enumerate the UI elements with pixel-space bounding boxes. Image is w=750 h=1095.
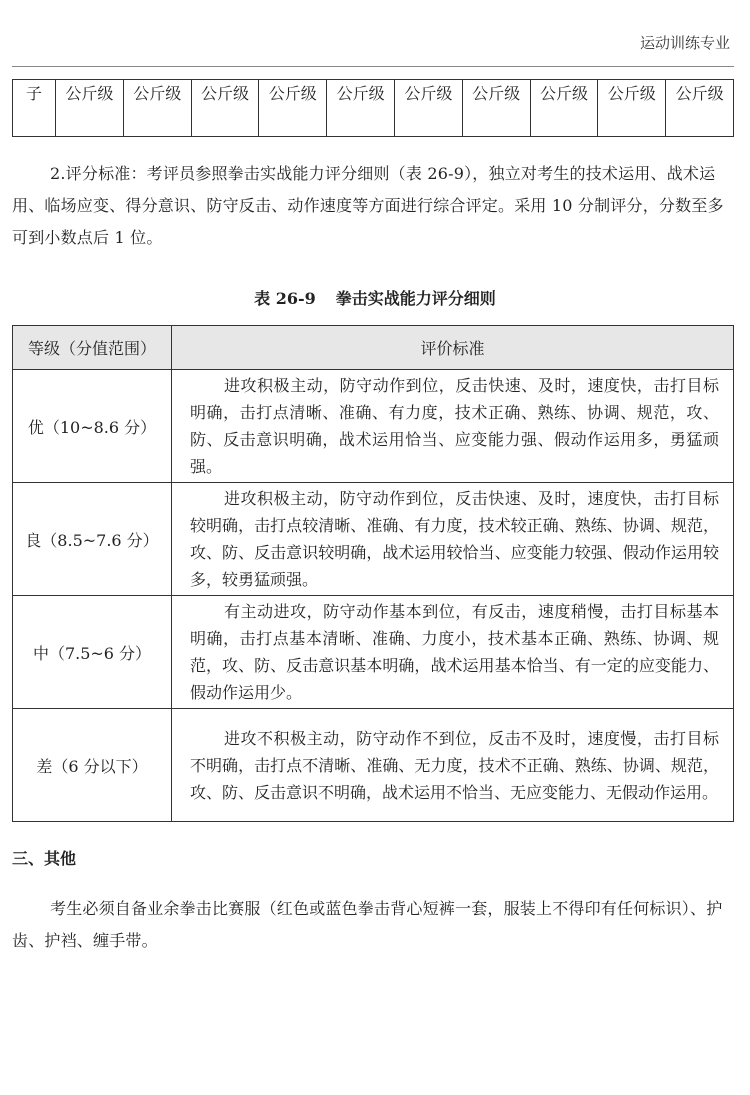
grade-cell: 差（6 分以下）: [13, 709, 172, 822]
table-cell: 公斤级: [394, 80, 462, 137]
evaluation-criteria-table: [12, 325, 734, 822]
table-cell: 公斤级: [123, 80, 191, 137]
criteria-cell: 进攻积极主动，防守动作到位，反击快速、及时，速度快，击打目标较明确，击打点较清晰、准确、有力度，技术较正确、熟练、协调、规范，攻、防、反击意识较明确，战术运用较恰当、应变能力较强、假动作运用较多，较勇猛顽强。: [172, 483, 734, 596]
table-caption: [0, 286, 750, 309]
other-requirements-paragraph: 考生必须自备业余拳击比赛服（红色或蓝色拳击背心短裤一套，服装上不得印有任何标识）、护齿、护裆、缠手带。: [12, 899, 723, 950]
table-caption-number: 表 26-9: [254, 289, 316, 308]
criteria-cell: 进攻不积极主动，防守动作不到位，反击不及时，速度慢，击打目标不明确，击打点不清晰、准确、无力度，技术不正确、熟练、协调、规范，攻、防、反击意识不明确，战术运用不恰当、无应变能力、无假动作运用。: [172, 709, 734, 822]
table-header-row: [13, 326, 734, 370]
table-cell: 公斤级: [56, 80, 124, 137]
page-header-title: 运动训练专业: [639, 34, 730, 52]
table-caption-title: 拳击实战能力评分细则: [335, 289, 496, 308]
table-cell: 子: [13, 80, 56, 137]
criteria-cell: 进攻积极主动，防守动作到位，反击快速、及时，速度快，击打目标明确，击打点清晰、准确、有力度，技术正确、熟练、协调、规范，攻、防、反击意识明确，战术运用恰当、应变能力强、假动作运用多，勇猛顽强。: [172, 370, 734, 483]
criteria-cell: 有主动进攻，防守动作基本到位，有反击，速度稍慢，击打目标基本明确，击打点基本清晰、准确、力度小，技术基本正确、熟练、协调、规范，攻、防、反击意识基本明确，战术运用基本恰当、有一定的应变能力、假动作运用少。: [172, 596, 734, 709]
table-cell: 公斤级: [191, 80, 259, 137]
grade-cell: 中（7.5~6 分）: [13, 596, 172, 709]
table-row: [13, 483, 734, 596]
table-row: [13, 80, 734, 137]
table-cell: 公斤级: [462, 80, 530, 137]
table-cell: 公斤级: [259, 80, 327, 137]
table-row: [13, 709, 734, 822]
table-cell: 公斤级: [598, 80, 666, 137]
grade-cell: 优（10~8.6 分）: [13, 370, 172, 483]
table-cell: 公斤级: [327, 80, 395, 137]
section-heading-other: 三、其他: [12, 849, 77, 868]
scoring-standard-paragraph: 2.评分标准：考评员参照拳击实战能力评分细则（表 26-9），独立对考生的技术运用、战术运用、临场应变、得分意识、防守反击、动作速度等方面进行综合评定。采用 10 分制评分，分数至多可到小数点后 1 位。: [12, 164, 724, 247]
header-divider: [12, 66, 734, 67]
table-cell: 公斤级: [530, 80, 598, 137]
weight-class-table: [12, 79, 734, 137]
table-row: [13, 370, 734, 483]
header-criteria: 评价标准: [172, 326, 734, 370]
header-grade: 等级（分值范围）: [13, 326, 172, 370]
grade-cell: 良（8.5~7.6 分）: [13, 483, 172, 596]
table-row: [13, 596, 734, 709]
table-cell: 公斤级: [666, 80, 734, 137]
